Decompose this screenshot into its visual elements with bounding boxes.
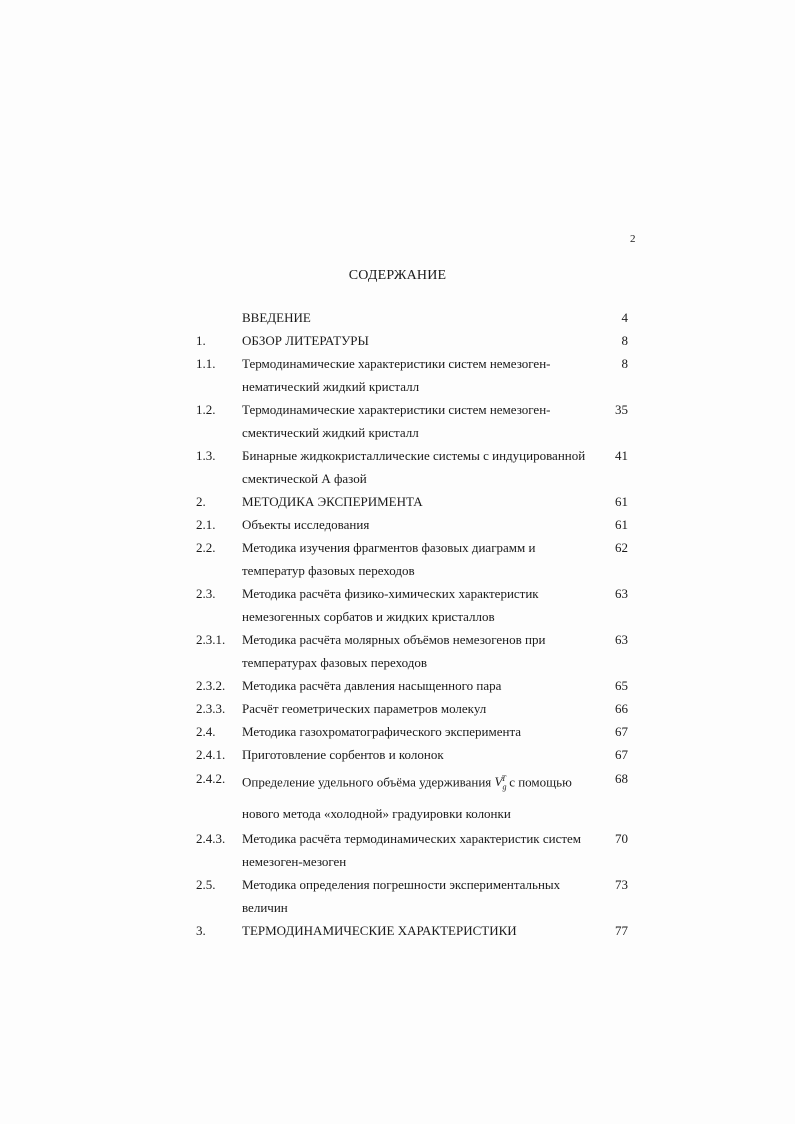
entry-page: 4 (621, 310, 628, 325)
entry-page: 67 (615, 724, 628, 739)
entry-page: 68 (615, 771, 628, 786)
entry-title-line: ВВЕДЕНИЕ (242, 310, 311, 325)
entry-title-line: Методика расчёта термодинамических характеристик систем (242, 830, 582, 846)
entry-page: 8 (621, 333, 628, 348)
toc-entry (0, 444, 795, 490)
entry-title (242, 674, 597, 697)
entry-title-line: Методика определения погрешности экспериментальных (242, 876, 561, 892)
entry-page: 66 (615, 701, 628, 716)
entry-page: 65 (615, 678, 628, 693)
entry-title (242, 827, 597, 873)
toc-title: СОДЕРЖАНИЕ (348, 268, 447, 283)
entry-title-line: немезогенных сорбатов и жидких кристаллов (242, 609, 495, 624)
entry-title-line: смектической А фазой (242, 471, 367, 486)
entry-page: 41 (615, 448, 628, 463)
entry-title-line: Термодинамические характеристики систем немезоген- (242, 356, 551, 371)
entry-title (242, 873, 597, 919)
toc-entry (0, 743, 795, 766)
entry-number: 1. (196, 333, 206, 348)
table-of-contents (0, 306, 795, 942)
entry-page: 61 (615, 494, 628, 509)
entry-number: 2.3. (196, 586, 216, 601)
entry-title (242, 329, 597, 352)
entry-title-line: Расчёт геометрических параметров молекул (242, 701, 487, 716)
entry-page: 8 (621, 356, 628, 371)
entry-title (242, 513, 597, 536)
entry-title-line: Термодинамические характеристики систем немезоген- (242, 402, 551, 417)
entry-title (242, 582, 597, 628)
entry-title-line: нематический жидкий кристалл (242, 379, 420, 394)
entry-page: 70 (615, 830, 628, 846)
entry-title (242, 697, 597, 720)
entry-title (242, 766, 597, 827)
entry-title-line: смектический жидкий кристалл (242, 425, 419, 440)
entry-title-line: Бинарные жидкокристаллические системы с индуцированной (242, 448, 586, 463)
entry-number: 2.3.1. (196, 632, 226, 647)
entry-title-line: Методика изучения фрагментов фазовых диаграмм и (242, 540, 536, 555)
entry-title (242, 306, 597, 329)
entry-title-line-part: Определение удельного объёма удерживания (242, 774, 492, 790)
entry-page: 63 (615, 632, 628, 647)
entry-title-line: температурах фазовых переходов (242, 655, 427, 670)
toc-entry (0, 919, 795, 942)
entry-number: 2.4.1. (196, 747, 226, 762)
entry-title-line: ТЕРМОДИНАМИЧЕСКИЕ ХАРАКТЕРИСТИКИ (242, 922, 517, 938)
entry-title (242, 743, 597, 766)
entry-title-line: ОБЗОР ЛИТЕРАТУРЫ (242, 333, 369, 348)
entry-title-line: температур фазовых переходов (242, 563, 415, 578)
entry-title (242, 444, 597, 490)
toc-entry (0, 490, 795, 513)
toc-entry (0, 398, 795, 444)
entry-page: 63 (615, 586, 628, 601)
toc-entry (0, 536, 795, 582)
entry-title-line (242, 766, 597, 801)
entry-title (242, 536, 597, 582)
entry-title-line: Методика расчёта физико-химических характеристик (242, 586, 539, 601)
toc-entry (0, 720, 795, 743)
page-number: 2 (630, 233, 636, 245)
entry-number: 2.3.3. (196, 701, 226, 716)
entry-number: 2.1. (196, 517, 216, 532)
entry-title-line: Методика расчёта давления насыщенного пара (242, 678, 502, 693)
entry-number: 1.2. (196, 402, 216, 417)
entry-number: 2.3.2. (196, 678, 226, 693)
toc-entry (0, 697, 795, 720)
entry-title (242, 398, 597, 444)
entry-title (242, 720, 597, 743)
entry-page: 67 (615, 747, 628, 762)
entry-title-line-part: с помощью (509, 774, 572, 790)
entry-number: 2. (196, 494, 206, 509)
entry-page: 61 (615, 517, 628, 532)
entry-page: 77 (615, 922, 628, 938)
entry-title-line: нового метода «холодной» градуировки колонки (242, 805, 511, 821)
entry-title-line: Объекты исследования (242, 517, 370, 532)
entry-title-line: Методика расчёта молярных объёмов немезогенов при (242, 632, 546, 647)
toc-entry (0, 628, 795, 674)
toc-entry (0, 827, 795, 873)
retention-volume-symbol: $V_g^T$ (494, 774, 507, 792)
toc-entry (0, 352, 795, 398)
toc-entry (0, 873, 795, 919)
entry-number: 2.4.3. (196, 830, 226, 846)
entry-number: 3. (196, 922, 206, 938)
entry-number: 2.4.2. (196, 771, 226, 786)
toc-entry (0, 674, 795, 697)
entry-title-line: Методика газохроматографического эксперимента (242, 724, 522, 739)
toc-entry (0, 766, 795, 827)
entry-page: 35 (615, 402, 628, 417)
entry-title-line: Приготовление сорбентов и колонок (242, 747, 444, 762)
entry-number: 2.2. (196, 540, 216, 555)
entry-page: 62 (615, 540, 628, 555)
entry-number: 1.1. (196, 356, 216, 371)
entry-title-line: величин (242, 899, 288, 915)
toc-entry (0, 582, 795, 628)
entry-title-line: немезоген-мезоген (242, 853, 347, 869)
entry-number: 2.5. (196, 876, 216, 892)
entry-title (242, 628, 597, 674)
toc-entry (0, 513, 795, 536)
entry-number: 2.4. (196, 724, 216, 739)
entry-title (242, 490, 597, 513)
toc-entry (0, 329, 795, 352)
entry-page: 73 (615, 876, 628, 892)
entry-title-line: МЕТОДИКА ЭКСПЕРИМЕНТА (242, 494, 423, 509)
entry-title (242, 919, 597, 942)
entry-title (242, 352, 597, 398)
toc-entry (0, 306, 795, 329)
entry-number: 1.3. (196, 448, 216, 463)
